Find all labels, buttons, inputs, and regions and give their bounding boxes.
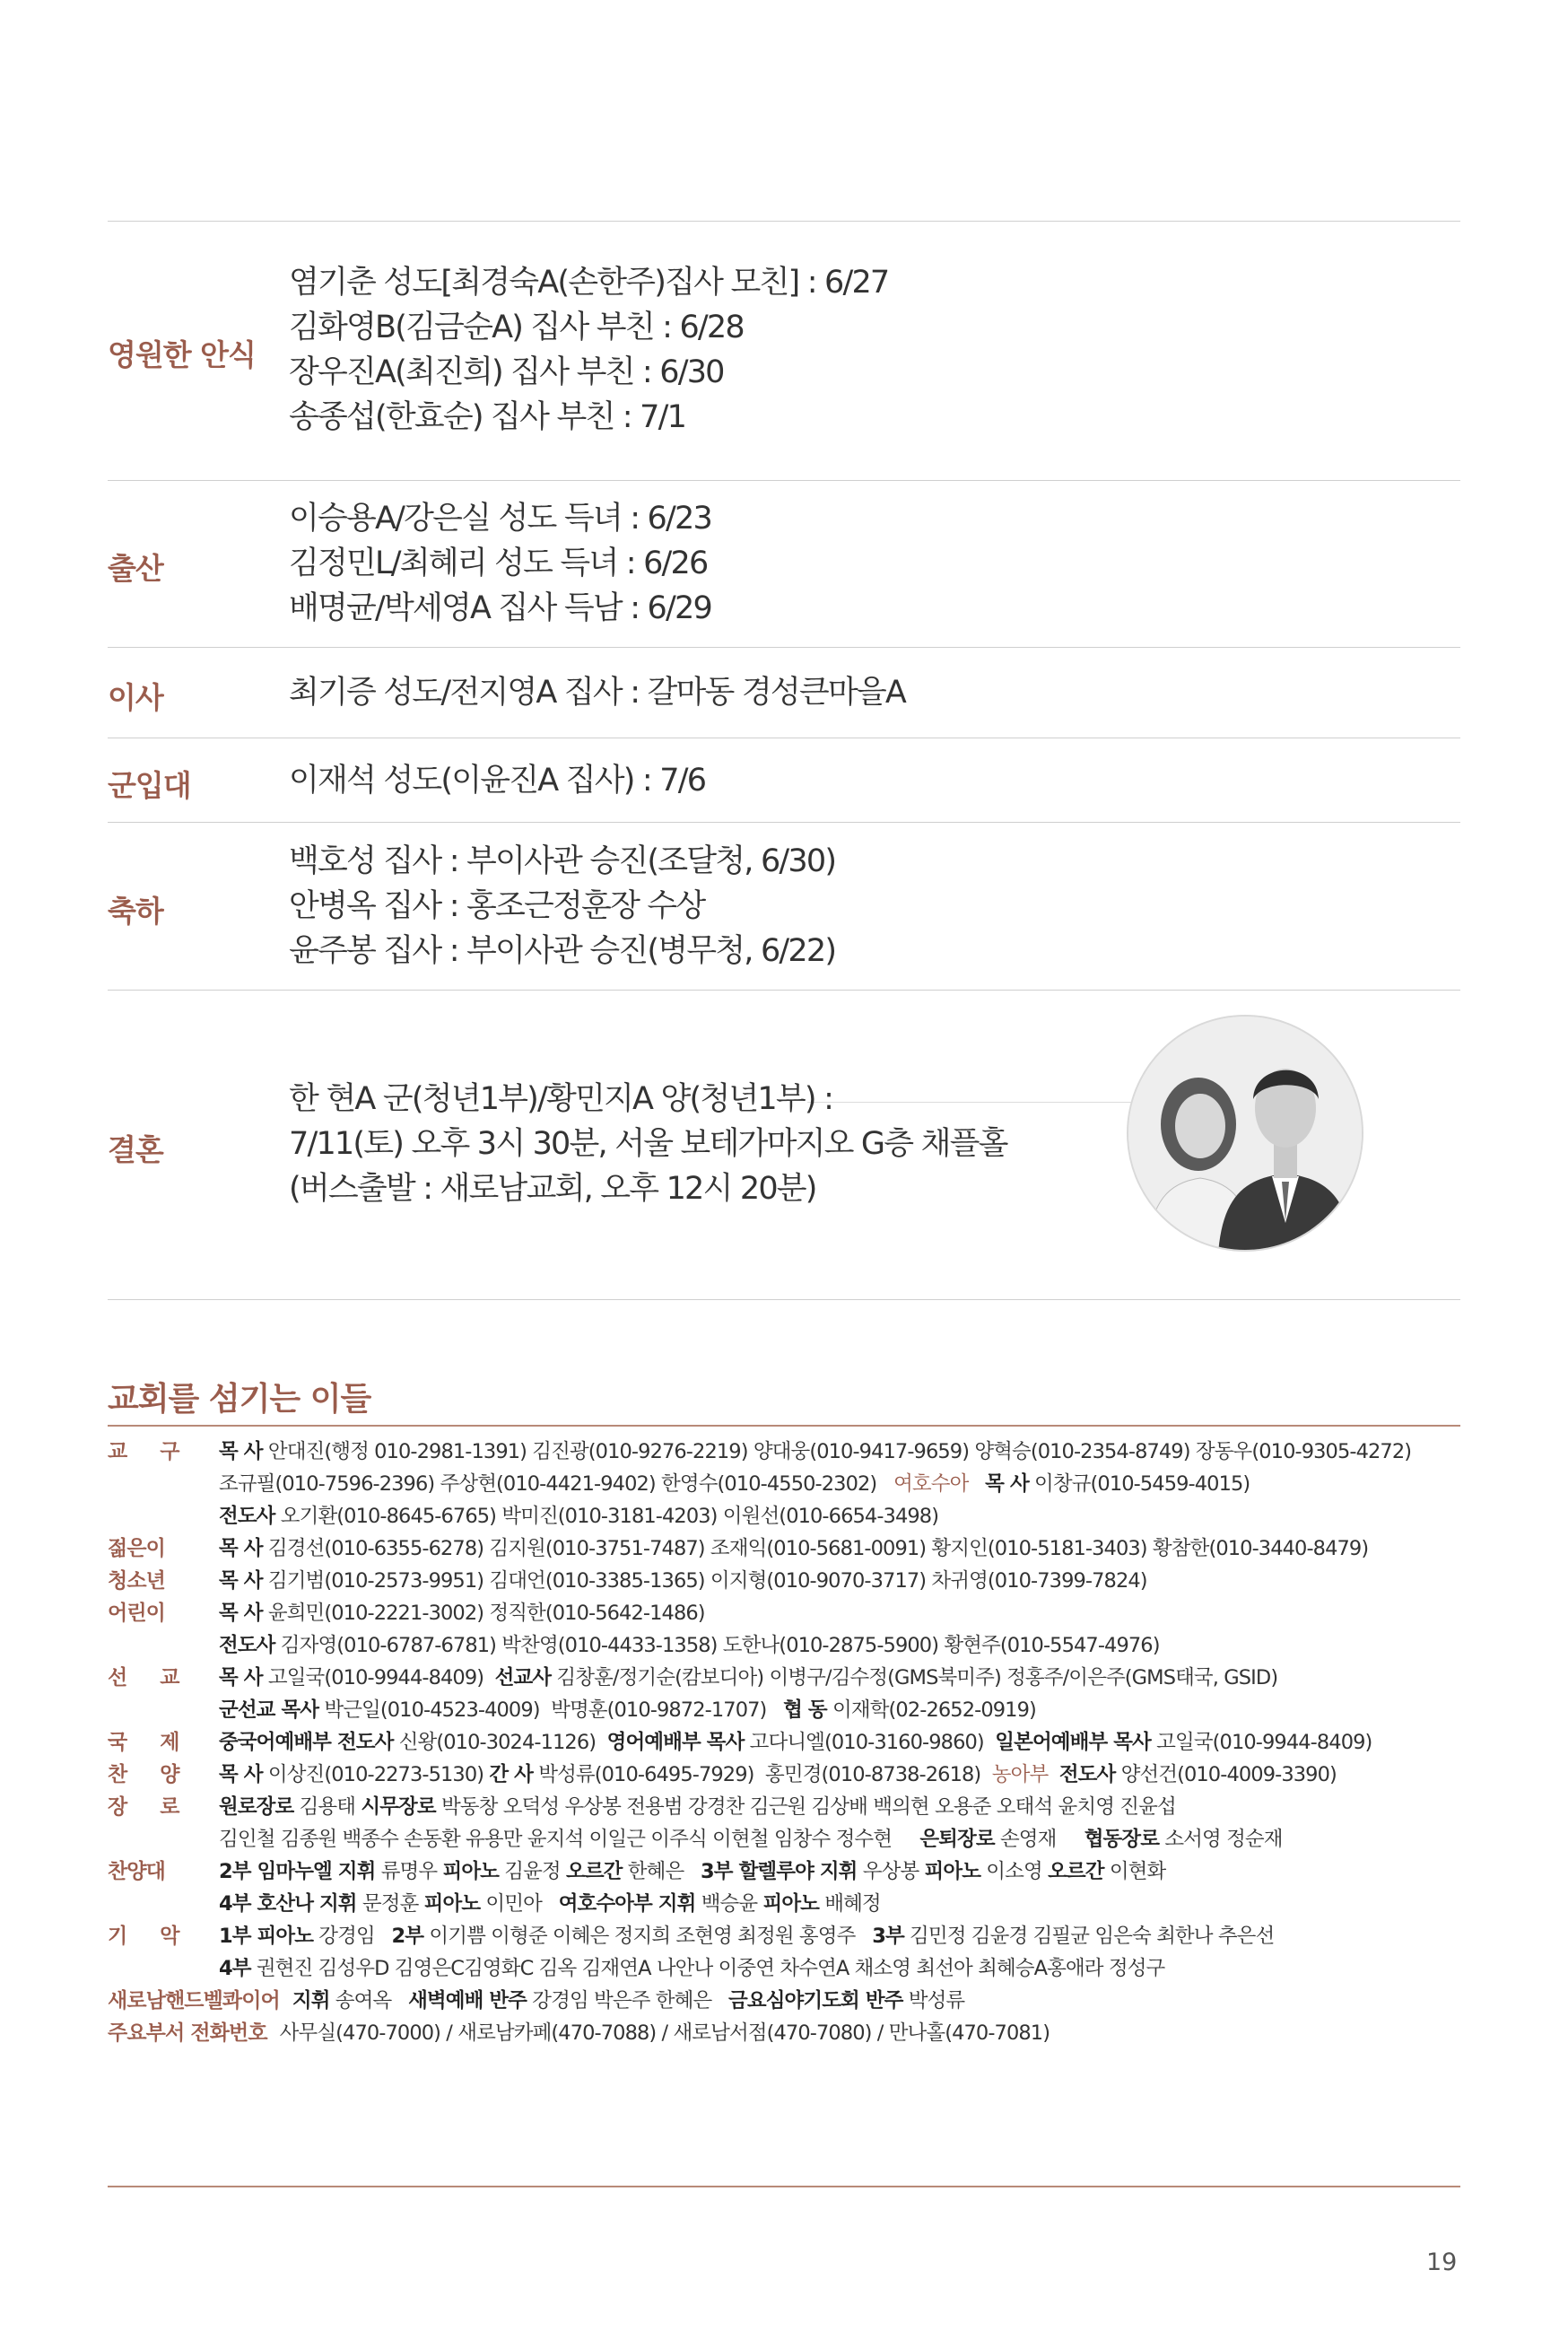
serving-text: 강경임 (313, 1925, 392, 1948)
serving-role: 목 사 (219, 1666, 263, 1689)
serving-role: 목 사 (219, 1602, 263, 1625)
serving-entries (219, 1565, 1147, 1597)
announcement-label-wedding: 결혼 (108, 1132, 163, 1167)
serving-role: 목 사 (219, 1763, 263, 1786)
serving-entries (292, 1985, 964, 2017)
serving-entries (219, 1855, 1165, 1888)
serving-role: 피아노 (762, 1892, 819, 1916)
serving-role: 협동장로 (1084, 1828, 1160, 1851)
serving-text: 신왕(010-3024-1126) (393, 1731, 607, 1754)
serving-text: 이창규(010-5459-4015) (1028, 1472, 1250, 1496)
serving-row (108, 1500, 1462, 1532)
serving-row (108, 1855, 1462, 1888)
serving-role: 군선교 목사 (219, 1698, 319, 1722)
section-title-serving: 교회를 섬기는 이들 (108, 1381, 371, 1418)
serving-category: 젊은이 (108, 1537, 165, 1560)
announcement-label-congrats: 축하 (108, 894, 163, 929)
couple-photo-illustration (1128, 1017, 1363, 1252)
serving-text: 윤희민(010-2221-3002) 정직한(010-5642-1486) (262, 1602, 705, 1625)
serving-role: 중국어예배부 전도사 (219, 1731, 394, 1754)
serving-row (108, 1952, 1462, 1985)
serving-text: 김민정 김윤경 김필균 임은숙 최한나 추은선 (903, 1925, 1275, 1948)
serving-text: 배혜정 (819, 1892, 881, 1916)
announcement-line: 염기춘 성도[최경숙A(손한주)집사 모친] : 6/27 (289, 265, 889, 301)
serving-text: 한혜은 (622, 1860, 701, 1883)
serving-entries (219, 1888, 881, 1920)
section-bottom-rule (108, 2186, 1460, 2187)
serving-row (108, 1468, 1462, 1500)
serving-text: 박성류(010-6495-7929) 홍민경(010-8738-2618) (533, 1763, 992, 1786)
serving-entries (219, 1823, 1283, 1855)
divider (108, 647, 1460, 648)
serving-role: 2부 임마누엘 지휘 (219, 1860, 376, 1883)
serving-row (108, 1694, 1462, 1726)
serving-entries (219, 1952, 1164, 1985)
serving-text: 여호수아 (893, 1472, 969, 1496)
serving-role: 4부 (219, 1957, 251, 1980)
serving-role: 선교사 (494, 1666, 552, 1689)
serving-text: 박근일(010-4523-4009) 박명훈(010-9872-1707) (318, 1698, 784, 1722)
announcement-lines-wedding (289, 1077, 1007, 1211)
serving-text: 김기범(010-2573-9951) 김대언(010-3385-1365) 이지형(010-9070-3717) 차귀영(010-7399-7824) (262, 1569, 1147, 1593)
serving-role: 지휘 (292, 1989, 330, 2012)
serving-row (108, 1791, 1462, 1823)
serving-role: 피아노 (423, 1892, 481, 1916)
serving-text: 이현화 (1103, 1860, 1166, 1883)
serving-entries (219, 1532, 1368, 1565)
serving-role: 간 사 (489, 1763, 533, 1786)
serving-text: 이민아 (480, 1892, 559, 1916)
serving-entries (219, 1468, 1250, 1500)
serving-category: 어린이 (108, 1602, 165, 1625)
serving-text: 우상봉 (857, 1860, 925, 1883)
serving-text: 김인철 김종원 백종수 손동환 유용만 윤지석 이일근 이주식 이현철 임창수 정수현 (219, 1828, 920, 1851)
serving-role: 영어예배부 목사 (606, 1731, 745, 1754)
serving-text: 김자영(010-6787-6781) 박찬영(010-4433-1358) 도한나(010-2875-5900) 황현주(010-5547-4976) (274, 1634, 1160, 1657)
serving-text: 안대진(행정 010-2981-1391) 김진광(010-9276-2219) 양대웅(010-9417-9659) 양혁승(010-2354-8749) 장동우(010-9305-4272) (262, 1440, 1412, 1463)
serving-role: 피아노 (924, 1860, 981, 1883)
serving-category: 주요부서 전화번호 (108, 2021, 267, 2045)
serving-entries (219, 1629, 1160, 1662)
announcement-label-move: 이사 (108, 680, 163, 715)
divider (108, 480, 1460, 481)
serving-text: 소서영 정순재 (1159, 1828, 1283, 1851)
section-title-underline (108, 1425, 1460, 1427)
serving-role: 전도사 (219, 1505, 275, 1528)
serving-role: 4부 호산나 지휘 (219, 1892, 357, 1916)
serving-role: 원로장로 (219, 1795, 294, 1819)
serving-row (108, 1888, 1462, 1920)
serving-row (108, 2017, 1462, 2049)
serving-row (108, 1985, 1462, 2017)
serving-category: 장 로 (108, 1795, 193, 1819)
serving-text: 사무실(470-7000) / 새로남카페(470-7088) / 새로남서점(470-7080) / 만나홀(470-7081) (279, 2021, 1050, 2045)
announcement-lines-move (289, 670, 905, 715)
serving-entries (219, 1500, 938, 1532)
announcement-lines-rest (289, 260, 888, 440)
serving-category: 국 제 (108, 1731, 193, 1754)
serving-role: 은퇴장로 (919, 1828, 995, 1851)
announcement-lines-birth (289, 496, 711, 631)
serving-row (108, 1565, 1462, 1597)
serving-text: 권현진 김성우D 김영은C김영화C 김옥 김재연A 나안나 이중연 차수연A 채소영 최선아 최혜승A홍애라 정성구 (250, 1957, 1165, 1980)
serving-row (108, 1759, 1462, 1791)
announcement-line: 최기증 성도/전지영A 집사 : 갈마동 경성큰마을A (289, 675, 906, 711)
announcement-lines-congrats (289, 839, 835, 973)
announcement-line: 안병옥 집사 : 홍조근정훈장 수상 (289, 888, 705, 924)
serving-text: 문정훈 (356, 1892, 424, 1916)
serving-role: 목 사 (219, 1569, 263, 1593)
serving-entries (219, 1662, 1277, 1694)
serving-entries (219, 1920, 1274, 1952)
serving-category: 기 악 (108, 1925, 193, 1948)
divider (108, 1299, 1460, 1300)
serving-text: 김창훈/정기순(캄보디아) 이병구/김수정(GMS북미주) 정홍주/이은주(GMS태국, GSID) (551, 1666, 1278, 1689)
serving-role: 일본어예배부 목사 (995, 1731, 1151, 1754)
serving-role: 전도사 (219, 1634, 275, 1657)
serving-text: 이재학(02-2652-0919) (826, 1698, 1036, 1722)
serving-row (108, 1920, 1462, 1952)
serving-row (108, 1662, 1462, 1694)
serving-text: 김윤정 (499, 1860, 567, 1883)
divider (108, 822, 1460, 823)
serving-row (108, 1532, 1462, 1565)
serving-text: 농아부 (991, 1763, 1049, 1786)
serving-text: 고일국(010-9944-8409) (262, 1666, 495, 1689)
announcement-label-rest: 영원한 안식 (108, 337, 256, 372)
announcement-line: 윤주봉 집사 : 부이사관 승진(병무청, 6/22) (289, 933, 836, 969)
serving-text: 손영재 (994, 1828, 1085, 1851)
announcement-line: (버스출발 : 새로남교회, 오후 12시 20분) (289, 1171, 816, 1207)
serving-category: 새로남핸드벨콰이어 (108, 1989, 280, 2012)
serving-text: 고다니엘(010-3160-9860) (744, 1731, 996, 1754)
serving-entries (219, 1726, 1372, 1759)
serving-text: 조규필(010-7596-2396) 주상현(010-4421-9402) 한영수(010-4550-2302) (219, 1472, 894, 1496)
serving-text: 강경임 박은주 한혜은 (527, 1989, 729, 2012)
announcement-line: 장우진A(최진희) 집사 부친 : 6/30 (289, 354, 724, 390)
serving-role: 2부 (391, 1925, 424, 1948)
serving-role: 전도사 (1058, 1763, 1116, 1786)
serving-category: 교 구 (108, 1440, 193, 1463)
serving-text: 오기환(010-8645-6765) 박미진(010-3181-4203) 이원선(010-6654-3498) (274, 1505, 939, 1528)
serving-text: 송여옥 (329, 1989, 409, 2012)
serving-text: 이소영 (980, 1860, 1049, 1883)
serving-role: 피아노 (442, 1860, 499, 1883)
serving-role: 시무장로 (361, 1795, 436, 1819)
serving-text: 박성류 (902, 1989, 965, 2012)
serving-role: 새벽예배 반주 (408, 1989, 527, 2012)
serving-row (108, 1436, 1462, 1468)
page-number: 19 (1426, 2248, 1458, 2276)
divider (108, 221, 1460, 222)
serving-entries (219, 1436, 1411, 1468)
serving-text: 이상진(010-2273-5130) (262, 1763, 490, 1786)
announcement-line: 송종섭(한효순) 집사 부친 : 7/1 (289, 399, 686, 435)
serving-role: 여호수아부 지휘 (558, 1892, 696, 1916)
serving-text: 백승윤 (695, 1892, 763, 1916)
announcement-lines-military (289, 758, 705, 803)
serving-row (108, 1726, 1462, 1759)
serving-role: 목 사 (219, 1440, 263, 1463)
serving-row (108, 1823, 1462, 1855)
serving-role: 오르간 (1048, 1860, 1104, 1883)
serving-category: 선 교 (108, 1666, 193, 1689)
serving-category: 찬양대 (108, 1860, 165, 1883)
serving-text (1048, 1763, 1059, 1786)
serving-entries (280, 2017, 1050, 2049)
announcement-line: 한 현A 군(청년1부)/황민지A 양(청년1부) : (289, 1081, 833, 1117)
announcement-label-military: 군입대 (108, 768, 191, 803)
serving-text: 이기쁨 이형준 이혜은 정지희 조현영 최정원 홍영주 (423, 1925, 873, 1948)
serving-role: 3부 할렐루야 지휘 (701, 1860, 858, 1883)
serving-category: 청소년 (108, 1569, 165, 1593)
announcement-line: 김정민L/최혜리 성도 득녀 : 6/26 (289, 546, 708, 581)
couple-photo (1127, 1015, 1363, 1252)
serving-text (968, 1472, 985, 1496)
announcement-line: 이승용A/강은실 성도 득녀 : 6/23 (289, 501, 711, 537)
serving-role: 협 동 (783, 1698, 827, 1722)
serving-text: 박동창 오덕성 우상봉 전용범 강경찬 김근원 김상배 백의현 오용준 오태석 윤치영 진윤섭 (435, 1795, 1176, 1819)
serving-role: 목 사 (219, 1537, 263, 1560)
serving-text: 김경선(010-6355-6278) 김지원(010-3751-7487) 조재익(010-5681-0091) 황지인(010-5181-3403) 황참한(010-3440-8479) (262, 1537, 1369, 1560)
serving-text: 류명우 (375, 1860, 443, 1883)
serving-entries (219, 1759, 1337, 1791)
divider (108, 990, 1460, 991)
serving-text: 양선건(010-4009-3390) (1115, 1763, 1337, 1786)
serving-role: 1부 피아노 (219, 1925, 314, 1948)
serving-role: 금요심야기도회 반주 (728, 1989, 903, 2012)
announcement-label-birth: 출산 (108, 551, 163, 586)
serving-text: 고일국(010-9944-8409) (1150, 1731, 1372, 1754)
serving-role: 목 사 (985, 1472, 1029, 1496)
announcement-line: 백호성 집사 : 부이사관 승진(조달청, 6/30) (289, 843, 836, 879)
announcement-line: 김화영B(김금순A) 집사 부친 : 6/28 (289, 310, 744, 345)
announcement-line: 7/11(토) 오후 3시 30분, 서울 보테가마지오 G층 채플홀 (289, 1126, 1007, 1162)
serving-category: 찬 양 (108, 1763, 193, 1786)
announcement-line: 배명균/박세영A 집사 득남 : 6/29 (289, 590, 711, 626)
serving-role: 오르간 (566, 1860, 623, 1883)
serving-entries (219, 1694, 1036, 1726)
serving-entries (219, 1791, 1176, 1823)
serving-text: 김용태 (293, 1795, 362, 1819)
serving-row (108, 1597, 1462, 1629)
announcement-line: 이재석 성도(이윤진A 집사) : 7/6 (289, 763, 706, 799)
serving-row (108, 1629, 1462, 1662)
serving-entries (219, 1597, 705, 1629)
serving-role: 3부 (872, 1925, 904, 1948)
